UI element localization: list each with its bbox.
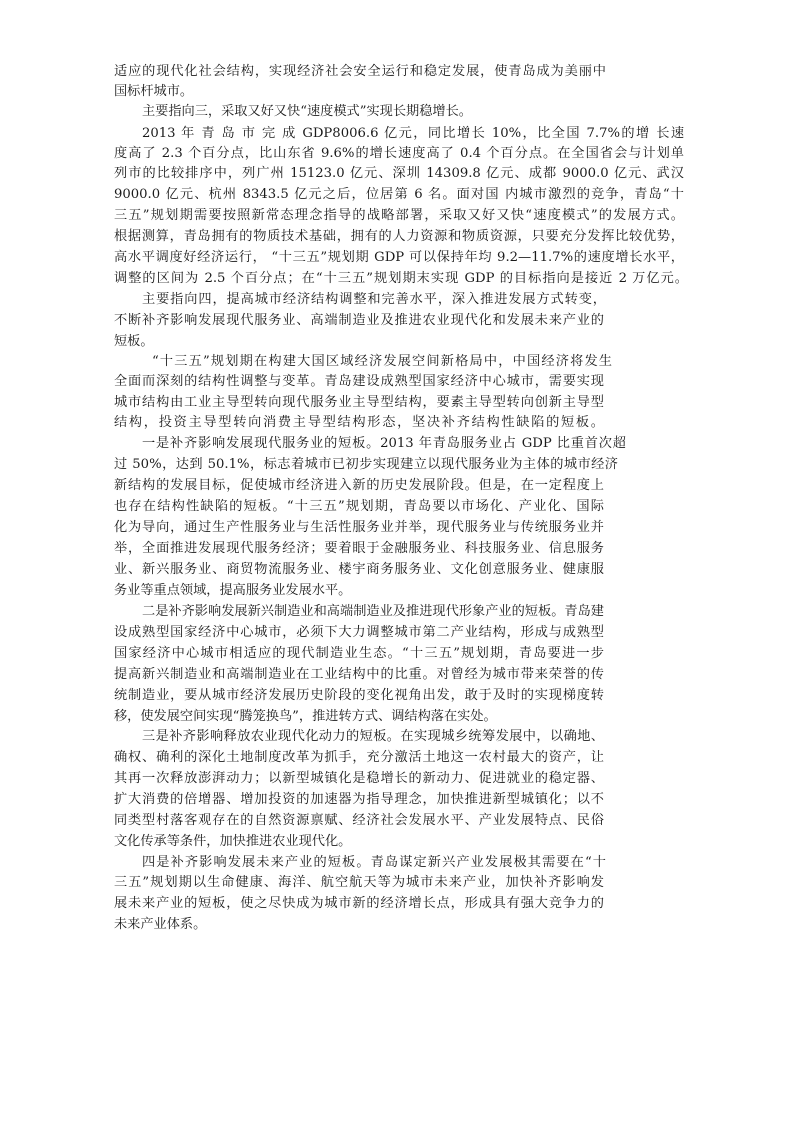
text-line: 三是补齐影响释放农业现代化动力的短板。在实现城乡统筹发展中，以确地、 [142, 729, 604, 744]
text-line: 二是补齐影响发展新兴制造业和高端制造业及推进现代形象产业的短板。青岛建 [142, 604, 604, 619]
text-line: 主要指向三，采取又好又快“速度模式”实现长期稳增长。 [142, 104, 472, 119]
text-line: 展未来产业的短板，使之尽快成为城市新的经济增长点，形成具有强大竞争力的 [114, 896, 604, 911]
text-line: 不断补齐影响发展现代服务业、高端制造业及推进农业现代化和发展未来产业的 [114, 313, 604, 328]
text-line: 高水平调度好经济运行， “十三五”规划期 GDP 可以保持年均 9.2—11.7%的速度增长水平， [114, 250, 684, 265]
text-line: 也存在结构性缺陷的短板。“十三五”规划期，青岛要以市场化、产业化、国际 [114, 499, 604, 514]
text-line: 新结构的发展目标，促使城市经济进入新的历史发展阶段。但是，在一定程度上 [114, 478, 604, 493]
text-line: 四是补齐影响发展未来产业的短板。青岛谋定新兴产业发展极其需要在“十 [142, 855, 606, 870]
text-line: “十三五”规划期在构建大国区域经济发展空间新格局中，中国经济将发生 [152, 354, 612, 369]
text-line: 设成熟型国家经济中心城市，必须下大力调整城市第二产业结构，形成与成熟型 [114, 625, 604, 640]
text-line: 确权、确利的深化土地制度改革为抓手，充分激活土地这一农村最大的资产，让 [114, 750, 604, 765]
text-line: 主要指向四，提高城市经济结构调整和完善水平，深入推进发展方式转变， [142, 292, 606, 307]
text-line: 根据测算，青岛拥有的物质技术基础，拥有的人力资源和物质资源，只要充分发挥比较优势， [114, 229, 684, 244]
text-line: 其再一次释放澎湃动力；以新型城镇化是稳增长的新动力、促进就业的稳定器、 [114, 771, 604, 786]
text-line: 移，使发展空间实现“腾笼换鸟”，推进转方式、调结构落在实处。 [114, 709, 497, 724]
text-line: 2013 年 青 岛 市 完 成 GDP8006.6 亿元，同比增长 10%，比全国 7.7%的增 长速 [142, 126, 684, 141]
text-line: 提高新兴制造业和高端制造业在工业结构中的比重。对曾经为城市带来荣誉的传 [114, 667, 604, 682]
text-line: 9000.0 亿元、杭州 8343.5 亿元之后，位居第 6 名。面对国 内城市激烈的竞争，青岛“十 [114, 187, 684, 202]
text-line: 度高了 2.3 个百分点，比山东省 9.6%的增长速度高了 0.4 个百分点。在全国省会与计划单 [114, 146, 684, 161]
text-line: 三五”规划期需要按照新常态理念指导的战略部署，采取又好又快“速度模式”的发展方式。 [114, 208, 684, 223]
text-line: 化为导向，通过生产性服务业与生活性服务业并举，现代服务业与传统服务业并 [114, 520, 604, 535]
text-line: 举，全面推进发展现代服务经济；要着眼于金融服务业、科技服务业、信息服务 [114, 541, 604, 556]
text-line: 扩大消费的倍增器、增加投资的加速器为指导理念，加快推进新型城镇化；以不 [114, 792, 604, 807]
text-line: 全面而深刻的结构性调整与变革。青岛建设成熟型国家经济中心城市，需要实现 [114, 374, 604, 389]
text-line: 三五”规划期以生命健康、海洋、航空航天等为城市未来产业，加快补齐影响发 [114, 875, 604, 890]
text-line: 列市的比较排序中，列广州 15123.0 亿元、深圳 14309.8 亿元、成都 9000.0 亿元、武汉 [114, 166, 684, 181]
text-line: 未来产业体系。 [114, 917, 207, 932]
text-line: 结构，投资主导型转向消费主导型结构形态，坚决补齐结构性缺陷的短板。 [114, 415, 604, 430]
text-line: 国家经济中心城市相适应的现代制造业生态。“十三五”规划期，青岛要进一步 [114, 646, 604, 661]
text-line: 城市结构由工业主导型转向现代服务业主导型结构，要素主导型转向创新主导型 [114, 395, 604, 410]
text-line: 业、新兴服务业、商贸物流服务业、楼宇商务服务业、文化创意服务业、健康服 [114, 562, 604, 577]
text-line: 短板。 [114, 334, 154, 349]
text-line: 统制造业，要从城市经济发展历史阶段的变化视角出发，敢于及时的实现梯度转 [114, 688, 604, 703]
text-line: 国标杆城市。 [114, 84, 194, 99]
text-line: 一是补齐影响发展现代服务业的短板。2013 年青岛服务业占 GDP 比重首次超 [142, 436, 626, 451]
text-line: 过 50%，达到 50.1%，标志着城市已初步实现建立以现代服务业为主体的城市经济 [114, 457, 618, 472]
text-line: 务业等重点领域，提高服务业发展水平。 [114, 583, 352, 598]
text-line: 同类型村落客观存在的自然资源禀赋、经济社会发展水平、产业发展特点、民俗 [114, 813, 604, 828]
text-line: 调整的区间为 2.5 个百分点；在“十三五”规划期末实现 GDP 的目标指向是接近 2 万亿元。 [114, 271, 688, 286]
text-line: 适应的现代化社会结构，实现经济社会安全运行和稳定发展，使青岛成为美丽中 [114, 64, 606, 79]
text-line: 文化传承等条件，加快推进农业现代化。 [114, 834, 352, 849]
